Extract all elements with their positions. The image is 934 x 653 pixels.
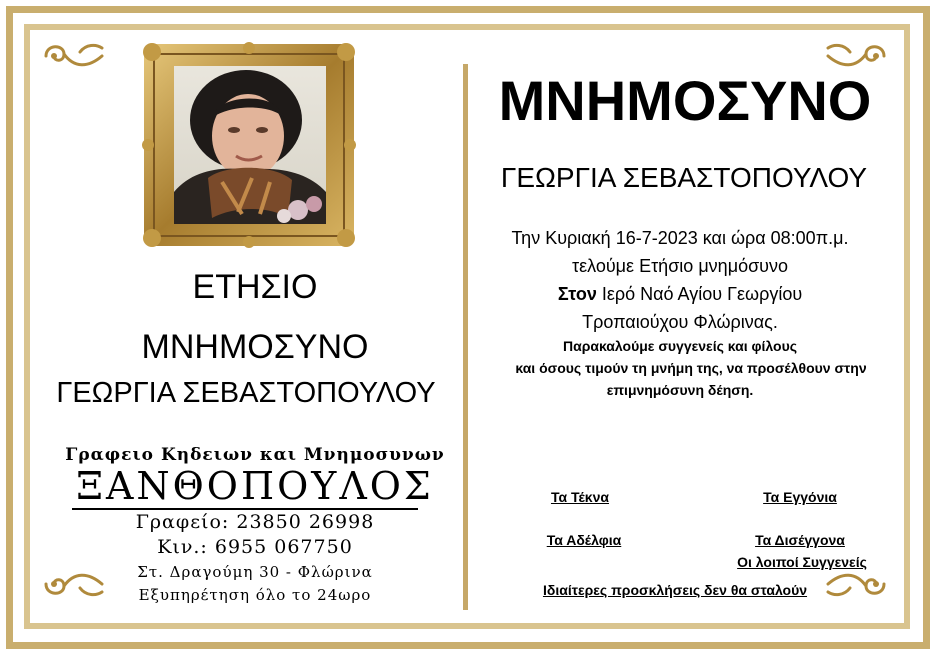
office-phone: Γραφείο: 23850 26998 bbox=[135, 511, 375, 533]
right-deceased-name: ΓΕΩΡΓΙΑ ΣΕΒΑΣΤΟΠΟΥΛΟΥ bbox=[500, 162, 868, 193]
left-title-line1: ΕΤΗΣΙΟ bbox=[192, 268, 318, 306]
office-label: Γραφειο Κηδειων και Μνημοσυνων bbox=[65, 445, 445, 465]
company-name: ΞΑΝΘΟΠΟΥΛΟΣ bbox=[76, 464, 434, 508]
signature-siblings: Τα Αδέλφια bbox=[546, 532, 622, 548]
left-title-line2: ΜΝΗΜΟΣΥΝΟ bbox=[141, 328, 369, 366]
signature-great-grandchildren: Τα Δισέγγονα bbox=[755, 532, 845, 548]
no-invitations-notice: Ιδιαίτερες προσκλήσεις δεν θα σταλούν bbox=[542, 582, 808, 598]
scroll-ornament-icon bbox=[40, 38, 108, 74]
portrait-photo bbox=[142, 42, 356, 248]
signature-children: Τα Τέκνα bbox=[550, 489, 610, 505]
church-location: Τροπαιούχου Φλώρινας. bbox=[582, 312, 778, 332]
signature-grandchildren: Τα Εγγόνια bbox=[763, 489, 837, 505]
left-deceased-name: ΓΕΩΡΓΙΑ ΣΕΒΑΣΤΟΠΟΥΛΟΥ bbox=[56, 377, 436, 409]
service-type-line: τελούμε Ετήσιο μνημόσυνο bbox=[571, 256, 789, 276]
church-prefix: Στον bbox=[557, 284, 597, 304]
office-address: Στ. Δραγούμη 30 - Φλώρινα bbox=[137, 563, 373, 581]
invitation-line2: και όσους τιμούν τη μνήμη της, να προσέλθουν στην bbox=[515, 360, 867, 376]
church-line bbox=[470, 282, 890, 306]
mobile-phone: Κιν.: 6955 067750 bbox=[157, 536, 353, 558]
service-date-line: Την Κυριακή 16-7-2023 και ώρα 08:00π.μ. bbox=[511, 228, 849, 248]
invitation-line1: Παρακαλούμε συγγενείς και φίλους bbox=[562, 338, 797, 354]
service-hours: Εξυπηρέτηση όλο το 24ωρο bbox=[138, 586, 372, 604]
signature-other-relatives: Οι λοιποί Συγγενείς bbox=[737, 554, 867, 570]
invitation-line3: επιμνημόσυνη δέηση. bbox=[606, 382, 754, 398]
right-heading: ΜΝΗΜΟΣΥΝΟ bbox=[498, 69, 872, 132]
church-name: Ιερό Ναό Αγίου Γεωργίου bbox=[596, 284, 803, 304]
